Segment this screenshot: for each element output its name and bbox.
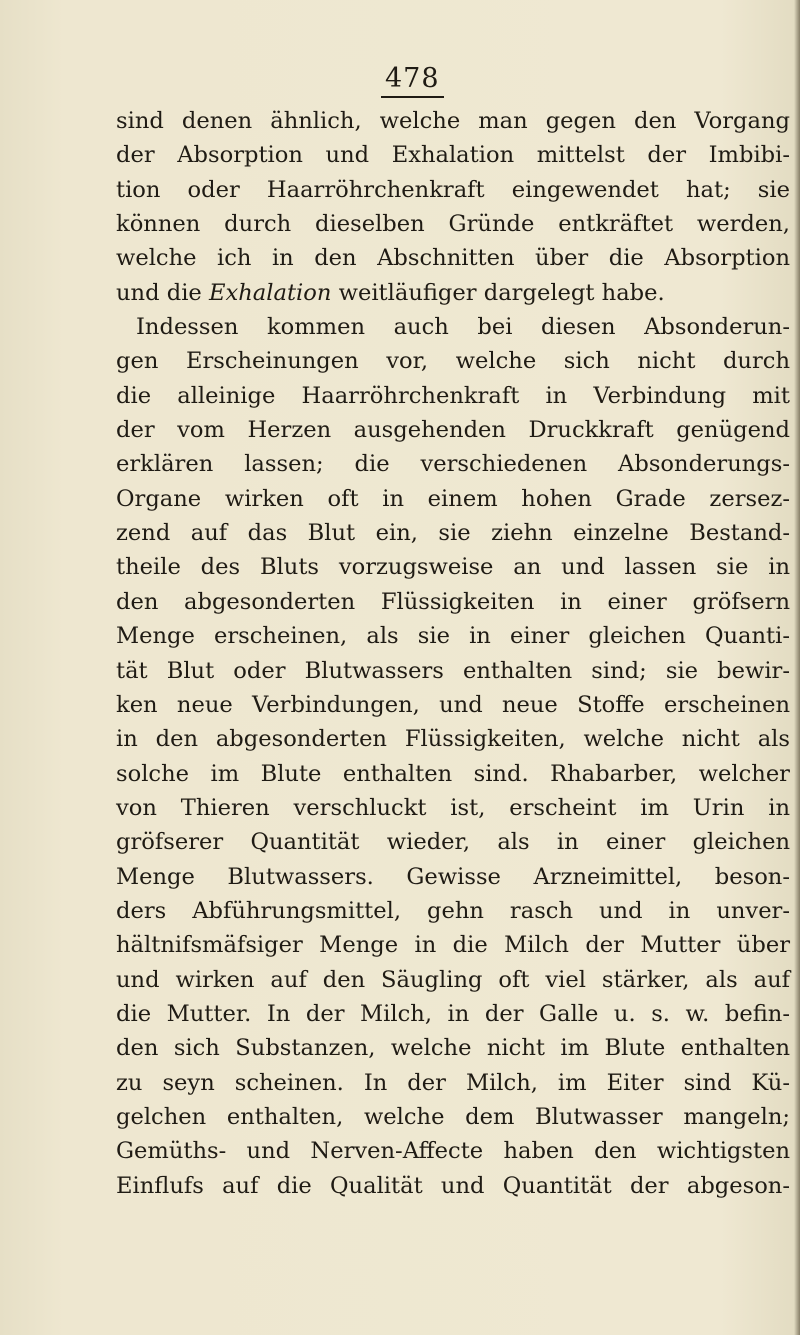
text-line: sind denen ähnlich, welche man gegen den Vorgang: [116, 108, 790, 134]
text-line: Einflufs auf die Qualität und Quantität der abgeson-: [116, 1172, 790, 1199]
text-line: tät Blut oder Blutwassers enthalten sind; sie bewir-: [116, 657, 790, 684]
text-line: ders Abführungsmittel, gehn rasch und in unver-: [116, 897, 790, 924]
text-line: und wirken auf den Säugling oft viel stärker, als auf: [116, 966, 790, 993]
text-line: zend auf das Blut ein, sie ziehn einzelne Bestand-: [116, 520, 790, 547]
text-line: die alleinige Haarröhrchenkraft in Verbindung mit: [116, 382, 790, 409]
text-line: können durch dieselben Gründe entkräftet werden,: [116, 211, 790, 238]
body-text: [116, 104, 790, 1203]
text-line: Menge Blutwassers. Gewisse Arzneimittel, beson-: [116, 863, 790, 890]
text-line: der Absorption und Exhalation mittelst der Imbibi-: [116, 142, 790, 169]
text-run: und die: [116, 279, 209, 306]
text-line: Gemüths- und Nerven-Affecte haben den wichtigsten: [116, 1138, 790, 1165]
text-line: Menge erscheinen, als sie in einer gleichen Quanti-: [116, 623, 790, 650]
italic-run: Exhalation: [209, 279, 332, 306]
text-line: von Thieren verschluckt ist, erscheint im Urin in: [116, 794, 790, 821]
text-line: tion oder Haarröhrchenkraft eingewendet hat; sie: [116, 176, 790, 203]
page-number: 478: [381, 64, 444, 98]
text-line: Indessen kommen auch bei diesen Absonderun-: [136, 314, 790, 341]
text-line: in den abgesonderten Flüssigkeiten, welche nicht als: [116, 726, 790, 753]
text-line: Organe wirken oft in einem hohen Grade zersez-: [116, 485, 790, 512]
text-line: theile des Bluts vorzugsweise an und lassen sie in: [116, 554, 790, 581]
text-line: welche ich in den Abschnitten über die Absorption: [116, 245, 790, 272]
text-line: der vom Herzen ausgehenden Druckkraft genügend: [116, 417, 790, 444]
text-line: den sich Substanzen, welche nicht im Blute enthalten: [116, 1035, 790, 1062]
text-line: zu seyn scheinen. In der Milch, im Eiter sind Kü-: [116, 1069, 790, 1096]
text-line: gelchen enthalten, welche dem Blutwasser mangeln;: [116, 1103, 790, 1130]
text-line: [116, 276, 790, 310]
text-run: weitläufiger dargelegt habe.: [331, 279, 665, 306]
text-line: gröfserer Quantität wieder, als in einer gleichen: [116, 829, 790, 856]
text-line: den abgesonderten Flüssigkeiten in einer gröfsern: [116, 588, 790, 615]
text-line: gen Erscheinungen vor, welche sich nicht durch: [116, 348, 790, 375]
text-line: die Mutter. In der Milch, in der Galle u. s. w. befin-: [116, 1000, 790, 1027]
text-line: solche im Blute enthalten sind. Rhabarber, welcher: [116, 760, 790, 787]
text-line: erklären lassen; die verschiedenen Absonderungs-: [116, 451, 790, 478]
text-line: ken neue Verbindungen, und neue Stoffe erscheinen: [116, 691, 790, 718]
page-edge-shadow: [794, 0, 800, 1335]
text-line: hältnifsmäfsiger Menge in die Milch der Mutter über: [116, 932, 790, 959]
